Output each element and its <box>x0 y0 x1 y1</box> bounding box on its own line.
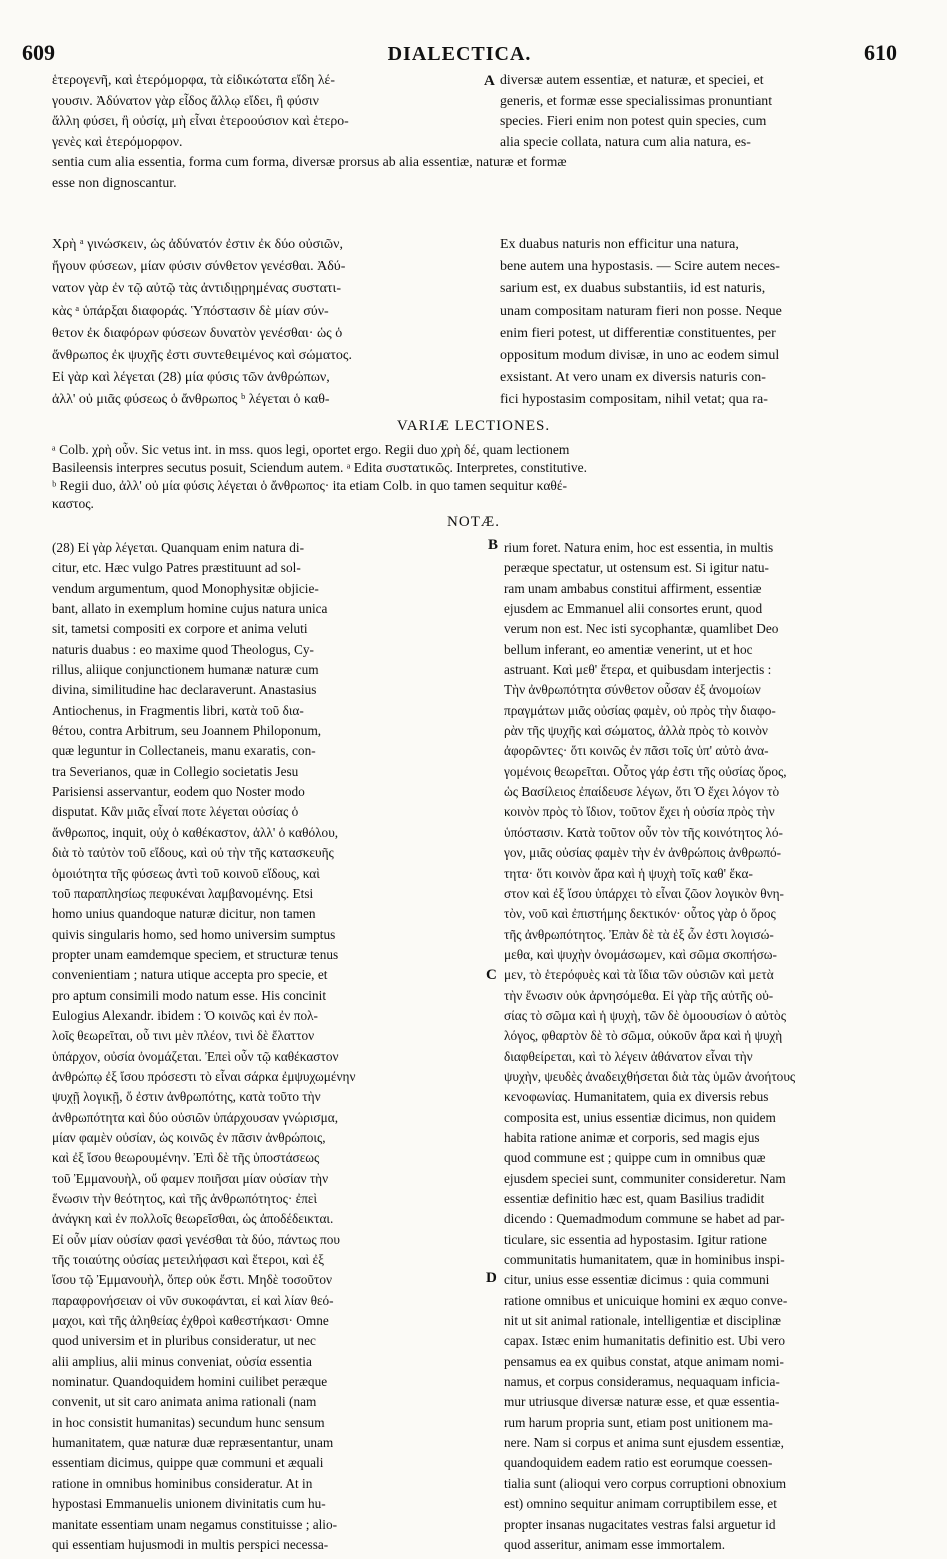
text-line: vendum argumentum, quod Monophysitæ objicie- <box>52 580 319 596</box>
text-line: propter insanas nugacitates vestras falsi arguetur id <box>504 1516 776 1532</box>
text-line: γουσιν. Ἀδύνατον γὰρ εἶδος ἄλλῳ εἴδει, ἢ φύσιν <box>52 92 319 108</box>
latin-top-column <box>500 70 900 152</box>
text-line: λόγος, φθαρτὸν δὲ τὸ σῶμα, οὐκοῦν ἄρα καὶ ἡ ψυχὴ <box>504 1028 783 1044</box>
text-line: sentia cum alia essentia, forma cum forma, diversæ prorsus ab alia essentiæ, naturæ et formæ <box>52 154 567 169</box>
text-line: ὑπάρχον, οὐσία ὀνομάζεται. Ἐπεὶ οὖν τῷ καθέκαστον <box>52 1048 339 1064</box>
text-line: ἑτερογενῆ, καὶ ἑτερόμορφα, τὰ εἰδικώτατα εἴδη λέ- <box>52 72 335 87</box>
text-line: ἄνθρωπος, inquit, οὐχ ὁ καθέκαστον, ἀλλ' ὁ καθόλου, <box>52 824 339 840</box>
text-line: τητα· ὅτι κοινὸν ἄρα καὶ ἡ ψυχὴ τοῖς καθ' ἕκα- <box>504 865 753 881</box>
text-line: habita ratione animæ et corporis, sed magis ejus <box>504 1129 760 1145</box>
text-line: τοῦ παραπλησίως πεφυκέναι λαμβανομένης. Etsi <box>52 885 314 901</box>
text-line: διαφθείρεται, καὶ τὸ λέγειν ἀθάνατον εἶναι τὴν <box>504 1048 753 1064</box>
text-line: ἄλλη φύσει, ἢ οὐσίᾳ, μὴ εἶναι ἑτεροούσιον καὶ ἑτερο- <box>52 113 349 128</box>
text-line: μαχοι, καὶ τῆς ἀληθείας ἐχθροὶ καθεστήκασι· Omne <box>52 1313 329 1329</box>
text-line: quæ leguntur in Collectaneis, manu exaratis, con- <box>52 743 316 759</box>
text-line: διὰ τὸ ταὐτὸν τοῦ εἴδους, καὶ οὐ τὴν τῆς κατασκευῆς <box>52 845 334 861</box>
text-line: τῆς τοιαύτης οὐσίας μετειλήφασι καὶ ἕτεροι, καὶ ἐξ <box>52 1252 325 1268</box>
text-line: γενὲς καὶ ἑτερόμορφον. <box>52 133 183 149</box>
text-line: ψυχῇ λογικῇ, ὅ ἐστιν ἀνθρωπότης, κατὰ τοῦτο τὴν <box>52 1089 321 1105</box>
text-line: rum harum propria sunt, etiam post unitionem ma- <box>504 1414 773 1430</box>
text-line: generis, et formæ esse specialissimas pronuntiant <box>500 92 773 108</box>
text-line: πραγμάτων μιᾶς οὐσίας φαμὲν, οὐ πρὸς τὴν διαφο- <box>504 702 776 718</box>
text-line: τῆς ἀνθρωπότητος. Ἐπὰν δὲ τὰ ἐξ ὧν ἐστι λογισώ- <box>504 926 774 942</box>
text-line: naturis duabus : eo maxime quod Theologus, Cy- <box>52 641 314 657</box>
notae-heading: NOTÆ. <box>447 514 500 530</box>
variae-lectiones-heading: VARIÆ LECTIONES. <box>396 418 551 434</box>
text-line: in hoc consistit humanitas) secundum hunc sensum <box>52 1414 325 1430</box>
text-line: dicendo : Quemadmodum commune se habet ad par- <box>504 1211 785 1227</box>
text-line: mur utriusque diversæ naturæ esse, et quæ essentia- <box>504 1394 780 1410</box>
text-line: Ex duabus naturis non efficitur una natura, <box>500 237 739 252</box>
text-line: convenit, ut sit caro animata anima rationali (nam <box>52 1394 317 1410</box>
text-line: quod asseritur, animam esse immortalem. <box>504 1536 726 1552</box>
text-line: pro aptum consimili modo natum esse. His concinit <box>52 987 327 1003</box>
text-line: alii amplius, alii minus conveniat, οὐσία essentia <box>52 1353 312 1369</box>
text-line: λοῖς θεωρεῖται, οὗ τινι μὲν πλέον, τινὶ δὲ ἔλαττον <box>52 1028 315 1044</box>
text-line: ἀνάγκη καὶ ἐν πολλοῖς θεωρεῖσθαι, ὡς ἀποδέδεικται. <box>52 1211 334 1227</box>
text-line: fici hypostasim compositam, nihil vetat; qua ra- <box>500 392 768 408</box>
text-line: ejusdem speciei sunt, communiter consideretur. Nam <box>504 1170 786 1186</box>
text-line: namus, et corpus consideramus, nequaquam inficia- <box>504 1374 780 1390</box>
text-line: esse non dignoscantur. <box>52 174 177 190</box>
text-line: Eulogius Alexandr. ibidem : Ὁ κοινῶς καὶ ἐν πολ- <box>52 1007 318 1023</box>
text-line: enim fieri potest, ut differentiæ constituentes, per <box>500 325 776 341</box>
text-line: Parisiensi asservantur, eodem quo Noster modo <box>52 784 305 800</box>
text-line: species. Fieri enim non potest quin species, cum <box>500 113 767 128</box>
running-header <box>22 40 897 70</box>
text-line: citur, unius esse essentiæ dicimus : quia communi <box>504 1272 770 1288</box>
text-line: ᵇ Regii duo, ἀλλ' οὐ μία φύσις λέγεται ὁ ἄνθρωπος· ita etiam Colb. in quo tamen sequitur καθέ- <box>52 478 568 493</box>
text-line: ρὰν τῆς ψυχῆς καὶ σώματος, ἀλλὰ πρὸς τὸ κοινὸν <box>504 723 768 739</box>
text-line: capax. Istæc enim humanitatis definitio est. Ubi vero <box>504 1333 786 1349</box>
text-line: κοινὸν πρὸς τὸ ἴδιον, τοῦτον ἔχει ἡ οὐσία πρὸς τὴν <box>504 804 775 820</box>
text-line: Εἰ οὖν μίαν οὐσίαν φασὶ γενέσθαι τὰ δύο, πάντως που <box>52 1231 340 1247</box>
text-line: ψυχὴν, ψευδὲς ἀναδειχθήσεται διὰ τὰς ὑμῶν ἀνοήτους <box>504 1068 796 1084</box>
text-line: divina, similitudine hac declaraverunt. Anastasius <box>52 682 317 698</box>
text-line: ἀνθρώπῳ ἐξ ἴσου πρόσεστι τὸ εἶναι σάρκα ἐμψυχωμένην <box>52 1068 356 1084</box>
text-line: παραφρονήσειαν οἱ νῦν συκοφάνται, εἰ καὶ λίαν θεό- <box>52 1292 334 1308</box>
text-line: quod universim et in pluribus consideratur, ut nec <box>52 1333 316 1349</box>
text-line: quivis singularis homo, sed homo universim sumptus <box>52 926 336 942</box>
text-line: bant, allato in exemplum homine cujus natura unica <box>52 601 328 617</box>
text-line: κενοφωνίας. Humanitatem, quia ex diversis rebus <box>504 1089 769 1105</box>
page-title: DIALECTICA. <box>387 43 532 65</box>
text-line: rillus, aliique conjunctionem humanæ naturæ cum <box>52 662 319 678</box>
text-line: citur, etc. Hæc vulgo Patres præstituunt ad sol- <box>52 560 301 576</box>
text-line: σίας τὸ σῶμα καὶ ἡ ψυχὴ, τῶν δὲ ὁμοουσίων ὁ αὐτὸς <box>504 1007 786 1023</box>
text-line: ἀφορῶντες· ὅτι κοινῶς ἐν πᾶσι τοῖς ὑπ' αὐτὸ ἀνα- <box>504 743 769 759</box>
text-line: rium foret. Natura enim, hoc est essentia, in multis <box>504 540 774 555</box>
text-line: Basileensis interpres secutus posuit, Sciendum autem. ᵃ Edita συστατικῶς. Interpretes, constitutive. <box>52 460 588 475</box>
text-line: ram unam ambabus constitui affirment, essentiæ <box>504 580 762 596</box>
text-line: (28) Εἰ γὰρ λέγεται. Quanquam enim natura di- <box>52 540 304 555</box>
text-line: τὴν ἕνωσιν οὐκ ἀρνησόμεθα. Εἰ γὰρ τῆς αὐτῆς οὐ- <box>504 987 774 1003</box>
margin-marker-b: B <box>488 537 499 553</box>
text-line: στον καὶ ἐξ ἴσου ὑπάρχει τὸ εἶναι ζῶον λογικὸν θνη- <box>504 885 784 901</box>
page-number-left: 609 <box>22 40 55 65</box>
text-line: sit, tametsi compositi ex corpore et anima veluti <box>52 621 308 637</box>
text-line: μεν, τὸ ἑτερόφυὲς καὶ τὰ ἴδια τῶν οὐσιῶν καὶ μετὰ <box>504 967 774 983</box>
text-line: manitate essentiam unam negamus constituisse ; alio- <box>52 1516 338 1532</box>
text-line: ἀνθρωπότητα καὶ δύο οὐσιῶν ὑπάρχουσαν γνώρισμα, <box>52 1109 339 1125</box>
text-line: γον, μιᾶς οὐσίας φαμὲν τὴν ἐν ἀνθρώποις ἀνθρωπό- <box>504 845 782 861</box>
text-line: Antiochenus, in Fragmentis libri, κατὰ τοῦ δια- <box>52 702 304 718</box>
text-line: verum non est. Nec isti sycophantæ, quamlibet Deo <box>504 621 779 637</box>
text-line: γομένοις θεωρεῖται. Οὗτος γάρ ἐστι τῆς οὐσίας ὅρος, <box>504 763 787 779</box>
text-line: nominatur. Quandoquidem homini cuilibet peræque <box>52 1374 328 1390</box>
text-line: astruant. Καὶ μεθ' ἕτερα, et quibusdam interjectis : <box>504 662 772 678</box>
text-line: κὰς ᵃ ὑπάρξαι διαφοράς. Ὑπόστασιν δὲ μίαν σύν- <box>52 303 329 319</box>
text-line: humanitatem, quæ naturæ duæ repræsentantur, unam <box>52 1435 334 1451</box>
text-line: essentiæ definitio hæc est, quam Basilius tradidit <box>504 1191 765 1206</box>
text-line: homo unius quandoque naturæ dicitur, non tamen <box>52 906 316 922</box>
text-line: ticulare, sic essentia ad hypostasim. Igitur ratione <box>504 1231 767 1247</box>
notae-right-column <box>504 538 908 1555</box>
text-line: ἕνωσιν τὴν θεότητος, καὶ τῆς ἀνθρωπότητος· ἐπεὶ <box>52 1191 318 1206</box>
variae-lectiones-text <box>52 441 902 513</box>
text-line: unam compositam naturam fieri non posse. Neque <box>500 303 782 319</box>
text-line: θετον ἐκ διαφόρων φύσεων δυνατὸν γενέσθαι· ὡς ὁ <box>52 325 343 341</box>
text-line: communitatis humanitatem, quæ in hominibus inspi- <box>504 1252 785 1268</box>
text-line: ὁμοιότητα τῆς φύσεως ἀντὶ τοῦ κοινοῦ εἴδους, καὶ <box>52 865 320 881</box>
text-line: τὸν, νοῦ καὶ ἐπιστήμης δεκτικόν· οὗτος γὰρ ὁ ὅρος <box>504 906 776 922</box>
text-line: nit ut sit animal rationale, intelligentiæ et disciplinæ <box>504 1313 781 1329</box>
text-line: Χρὴ ᵃ γινώσκειν, ὡς ἀδύνατόν ἐστιν ἐκ δύο οὐσιῶν, <box>52 237 343 252</box>
greek-top-column <box>52 70 500 152</box>
text-line: quandoquidem eadem ratio est eorumque coessen- <box>504 1455 773 1471</box>
text-line: oppositum modum divisæ, in uno ac eodem simul <box>500 347 780 363</box>
text-line: pensamus ea ex quibus constat, atque animam nomi- <box>504 1353 784 1369</box>
notae-left-column <box>52 538 490 1555</box>
text-line: propter unam eamdemque speciem, et structuræ tenus <box>52 946 339 962</box>
text-line: ἄνθρωπος ἐκ ψυχῆς ἐστι συντεθειμένος καὶ σώματος. <box>52 347 352 363</box>
text-line: ὑπόστασιν. Κατὰ τοῦτον οὖν τὸν τῆς κοινότητος λό- <box>504 824 783 840</box>
margin-marker-d: D <box>486 1270 497 1286</box>
text-line: est) omnino sequitur animam corruptibilem esse, et <box>504 1496 777 1512</box>
text-line: νατον γὰρ ἐν τῷ αὐτῷ τὰς ἀντιδιῃρημένας συστατι- <box>52 281 341 297</box>
text-line: καὶ ἐξ ἴσου θεωρουμένην. Ἐπὶ δὲ τῆς ὑποστάσεως <box>52 1150 320 1166</box>
text-line: disputat. Κἂν μιᾶς εἶναί ποτε λέγεται οὐσίας ὁ <box>52 804 299 820</box>
margin-marker-a: A <box>484 73 495 89</box>
text-line: τοῦ Ἐμμανουὴλ, οὔ φαμεν ποιῆσαι μίαν οὐσίαν τὴν <box>52 1170 329 1186</box>
text-line: μεθα, καὶ ψυχὴν ὀνομάσωμεν, καὶ σῶμα σκοπήσω- <box>504 946 777 962</box>
text-line: diversæ autem essentiæ, et naturæ, et speciei, et <box>500 72 764 87</box>
text-line: hypostasi Emmanuelis unionem divinitatis cum hu- <box>52 1496 326 1512</box>
text-line: exsistant. At vero unam ex diversis naturis con- <box>500 370 766 386</box>
text-line: nere. Nam si corpus et anima sunt ejusdem essentiæ, <box>504 1435 784 1451</box>
text-line: composita est, unius essentiæ dicimus, non quidem <box>504 1109 776 1125</box>
latin-full-width-text <box>52 152 900 193</box>
text-line: convenientiam ; natura utique accepta pro specie, et <box>52 967 328 983</box>
text-line: qui essentiam hujusmodi in multis perspici necessa- <box>52 1536 329 1552</box>
text-line: θέτου, contra Arbitrum, seu Joannem Philoponum, <box>52 723 322 739</box>
text-line: καστος. <box>52 496 94 511</box>
text-line: ἤγουν φύσεων, μίαν φύσιν σύνθετον γενέσθαι. Ἀδύ- <box>52 259 346 275</box>
text-line: Τὴν ἀνθρωπότητα σύνθετον οὖσαν ἐξ ἀνομοίων <box>504 682 761 698</box>
text-line: ὡς Βασίλειος ἐπαίδευσε λέγων, ὅτι Ὁ ἔχει λόγον τὸ <box>504 784 780 800</box>
text-line: ᵃ Colb. χρὴ οὖν. Sic vetus int. in mss. quos legi, oportet ergo. Regii duo χρὴ δέ, quam lectionem <box>52 442 570 457</box>
greek-excerpt-column <box>52 234 500 412</box>
text-line: Εἰ γὰρ καὶ λέγεται (28) μία φύσις τῶν ἀνθρώπων, <box>52 370 330 386</box>
text-line: tialia sunt (alioqui vero corpus corruptioni obnoxium <box>504 1475 787 1491</box>
text-line: alia specie collata, natura cum alia natura, es- <box>500 133 751 149</box>
text-line: essentiam dicimus, quippe quæ communi et æquali <box>52 1455 324 1471</box>
margin-marker-c: C <box>486 967 497 983</box>
text-line: sarium est, ex duabus substantiis, id est naturis, <box>500 281 766 297</box>
page-number-right: 610 <box>864 40 897 65</box>
text-line: ratione in omnibus hominibus consideratur. At in <box>52 1475 313 1491</box>
text-line: quod commune est ; quippe cum in omnibus quæ <box>504 1150 766 1166</box>
text-line: ratione omnibus et unicuique homini ex æquo conve- <box>504 1292 788 1308</box>
latin-excerpt-column <box>500 234 900 412</box>
text-line: tra Severianos, quæ in Collegio societatis Jesu <box>52 763 299 779</box>
text-line: peræque spectatur, ut ostensum est. Si igitur natu- <box>504 560 769 576</box>
text-line: bellum inferant, eo amentiæ venerint, ut et hoc <box>504 641 753 657</box>
text-line: μίαν φαμὲν οὐσίαν, ὡς κοινῶς ἐν πᾶσιν ἀνθρώποις, <box>52 1129 326 1145</box>
text-line: ἴσου τῷ Ἐμμανουὴλ, ὅπερ οὐκ ἔστι. Μηδὲ τοσοῦτον <box>52 1272 333 1288</box>
text-line: bene autem una hypostasis. — Scire autem neces- <box>500 259 780 275</box>
text-line: ejusdem ac Emmanuel alii consortes erunt, quod <box>504 601 763 617</box>
text-line: ἀλλ' οὐ μιᾶς φύσεως ὁ ἄνθρωπος ᵇ λέγεται ὁ καθ- <box>52 392 330 408</box>
